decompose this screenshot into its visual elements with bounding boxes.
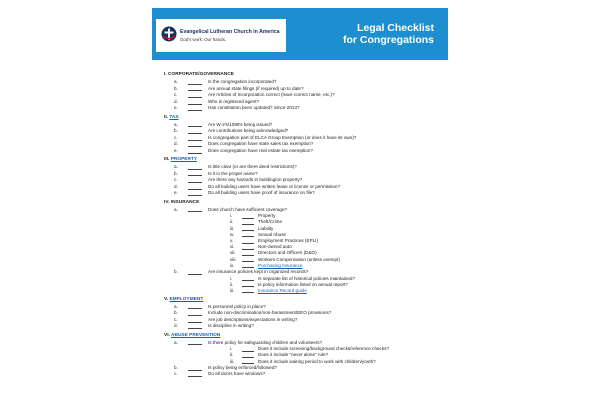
section-abuse-prevention <box>164 333 444 378</box>
sub-text: Sexual Abuse <box>258 231 287 237</box>
item-text: Is policy being enforced/followed? <box>208 364 277 370</box>
item-letter: b. <box>174 310 178 316</box>
item-letter: e. <box>174 190 178 196</box>
list-item <box>164 148 444 155</box>
check-blank[interactable] <box>188 328 202 329</box>
list-item <box>164 135 444 142</box>
section-heading <box>164 157 444 164</box>
sub-text: Property <box>258 213 276 219</box>
sub-letter: ix. <box>230 262 235 268</box>
sub-text: Non-owned auto <box>258 244 292 250</box>
employment-link[interactable]: EMPLOYMENT <box>169 296 204 302</box>
list-item <box>164 141 444 148</box>
sub-text: Does it include "never alone" rule? <box>258 352 329 358</box>
item-letter: c. <box>174 371 178 377</box>
item-letter: c. <box>174 177 178 183</box>
list-item <box>164 365 444 372</box>
item-letter: e. <box>174 147 178 153</box>
section-property <box>164 157 444 197</box>
item-letter: b. <box>174 128 178 134</box>
list-item <box>164 207 444 214</box>
item-text: Who is registered agent? <box>208 98 260 104</box>
item-text: Does congregation have real estate tax exemption? <box>208 147 313 153</box>
checklist-body <box>164 72 444 381</box>
item-text: Does congregation have state sales tax exemption? <box>208 141 314 147</box>
list-item <box>164 122 444 129</box>
item-letter: a. <box>174 121 178 127</box>
sub-letter: iii. <box>230 287 235 293</box>
item-text: Include non-discrimination/non-harassment/EEO provisions? <box>208 310 332 316</box>
section-heading <box>164 333 444 340</box>
item-text: Are annual state filings (if required) up to date? <box>208 85 304 91</box>
list-item <box>164 184 444 191</box>
header-banner <box>152 8 448 60</box>
list-item <box>164 79 444 86</box>
sub-text: Liability <box>258 225 274 231</box>
list-item <box>164 317 444 324</box>
item-text: Does church have sufficient coverage? <box>208 206 288 212</box>
sub-text: Does it include screening/background checks/reference checks? <box>258 346 389 352</box>
item-text: Do all building users have written lease or license or permission? <box>208 183 341 189</box>
item-letter: c. <box>174 134 178 140</box>
section-heading: IV. INSURANCE <box>164 199 200 205</box>
section-corporate <box>164 72 444 112</box>
sub-letter: i. <box>230 346 233 352</box>
section-number: II. <box>164 114 168 120</box>
item-text: Is it in the proper name? <box>208 170 258 176</box>
list-item <box>164 128 444 135</box>
item-text: Is personnel policy in place? <box>208 303 266 309</box>
sub-text: Is policy information listed on annual report? <box>258 281 348 287</box>
org-name: Evangelical Lutheran Church in America <box>180 29 280 35</box>
item-letter: a. <box>174 339 178 345</box>
item-letter: a. <box>174 164 178 170</box>
item-letter: c. <box>174 92 178 98</box>
list-item <box>164 371 444 378</box>
check-blank[interactable] <box>188 195 202 196</box>
item-letter: a. <box>174 303 178 309</box>
sub-item <box>164 288 444 294</box>
cross-logo-icon <box>161 26 177 42</box>
item-text: Are contributions being acknowledged? <box>208 128 289 134</box>
sub-letter: viii. <box>230 256 237 262</box>
list-item <box>164 177 444 184</box>
item-letter: d. <box>174 323 178 329</box>
section-heading: I. CORPORATE/GOVERNANCE <box>164 72 235 77</box>
list-item <box>164 99 444 106</box>
item-text: Do all doors have windows? <box>208 371 266 377</box>
sub-text: Does it include waiting period to work with children/youth? <box>258 358 376 364</box>
section-heading <box>164 297 444 304</box>
sub-text: Is separate list of historical policies maintained? <box>258 275 356 281</box>
sub-text: Theft/Crime <box>258 219 282 225</box>
list-item <box>164 164 444 171</box>
sub-letter: vii. <box>230 250 236 256</box>
item-text: Is the congregation incorporated? <box>208 78 277 84</box>
tax-link[interactable]: TAX <box>169 114 179 120</box>
list-item <box>164 92 444 99</box>
abuse-prevention-link[interactable]: ABUSE PREVENTION <box>171 332 221 338</box>
item-text: Are W-2's/1099's being issued? <box>208 121 273 127</box>
item-letter: d. <box>174 141 178 147</box>
item-letter: e. <box>174 105 178 111</box>
title-line-2: for Congregations <box>343 34 434 46</box>
item-text: Are there any hazards in building/on property? <box>208 177 303 183</box>
checklist-document <box>152 8 448 400</box>
check-blank[interactable] <box>188 376 202 377</box>
elca-logo <box>156 19 286 52</box>
item-text: Are insurance policies kept in organized records? <box>208 268 309 274</box>
sub-letter: ii. <box>230 352 234 358</box>
insurance-record-guide-link[interactable]: Insurance Record guide <box>258 287 307 293</box>
list-item <box>164 323 444 330</box>
section-number: VI. <box>164 332 170 338</box>
sub-letter: i. <box>230 275 233 281</box>
sub-text: Workers Compensation (unless exempt) <box>258 256 340 262</box>
item-letter: b. <box>174 85 178 91</box>
section-number: III. <box>164 157 170 163</box>
item-letter: b. <box>174 170 178 176</box>
item-letter: d. <box>174 183 178 189</box>
list-item <box>164 171 444 178</box>
title-line-1: Legal Checklist <box>356 22 434 34</box>
item-text: Do all building users have proof of insurance on file? <box>208 190 315 196</box>
item-text: Is title clear (or are there deed restrictions)? <box>208 164 297 170</box>
sub-letter: ii. <box>230 219 234 225</box>
list-item <box>164 86 444 93</box>
item-letter: b. <box>174 364 178 370</box>
section-insurance <box>164 200 444 294</box>
sub-letter: v. <box>230 237 234 243</box>
list-item <box>164 190 444 197</box>
org-tagline: God's work. Our hands. <box>180 37 226 42</box>
item-letter: d. <box>174 98 178 104</box>
sub-letter: vi. <box>230 244 235 250</box>
sub-letter: iv. <box>230 231 235 237</box>
check-blank[interactable] <box>242 292 254 293</box>
sub-letter: ii. <box>230 281 234 287</box>
section-heading <box>164 115 444 122</box>
item-text: Is there policy for safeguarding children and volunteers? <box>208 339 323 345</box>
item-text: Is discipline in writing? <box>208 323 254 329</box>
item-text: Are job descriptions/expectations in writing? <box>208 316 298 322</box>
sub-letter: iii. <box>230 225 235 231</box>
sub-text: Directors and Officers (D&O) <box>258 250 317 256</box>
property-link[interactable]: PROPERTY <box>170 157 198 163</box>
list-item <box>164 340 444 347</box>
list-item <box>164 269 444 276</box>
item-letter: b. <box>174 268 178 274</box>
sub-text: Employment Practices (EPLI) <box>258 237 318 243</box>
section-number: V. <box>164 296 169 302</box>
check-blank[interactable] <box>188 110 202 111</box>
list-item <box>164 304 444 311</box>
item-letter: a. <box>174 78 178 84</box>
purchasing-insurance-link[interactable]: Purchasing Insurance <box>258 262 303 268</box>
section-employment <box>164 297 444 330</box>
page-title <box>343 22 434 46</box>
sub-letter: iii. <box>230 358 235 364</box>
item-letter: a. <box>174 206 178 212</box>
item-text: Is congregation part of ELCA Group Exemption (or does it have its own)? <box>208 134 357 140</box>
list-item <box>164 310 444 317</box>
item-text: Has constitution been updated? Since 2013? <box>208 105 300 111</box>
item-text: Are Articles of Incorporation correct (have correct name, etc.)? <box>208 92 335 98</box>
section-tax <box>164 115 444 155</box>
sub-letter: i. <box>230 213 233 219</box>
check-blank[interactable] <box>188 153 202 154</box>
list-item <box>164 105 444 112</box>
item-letter: c. <box>174 316 178 322</box>
